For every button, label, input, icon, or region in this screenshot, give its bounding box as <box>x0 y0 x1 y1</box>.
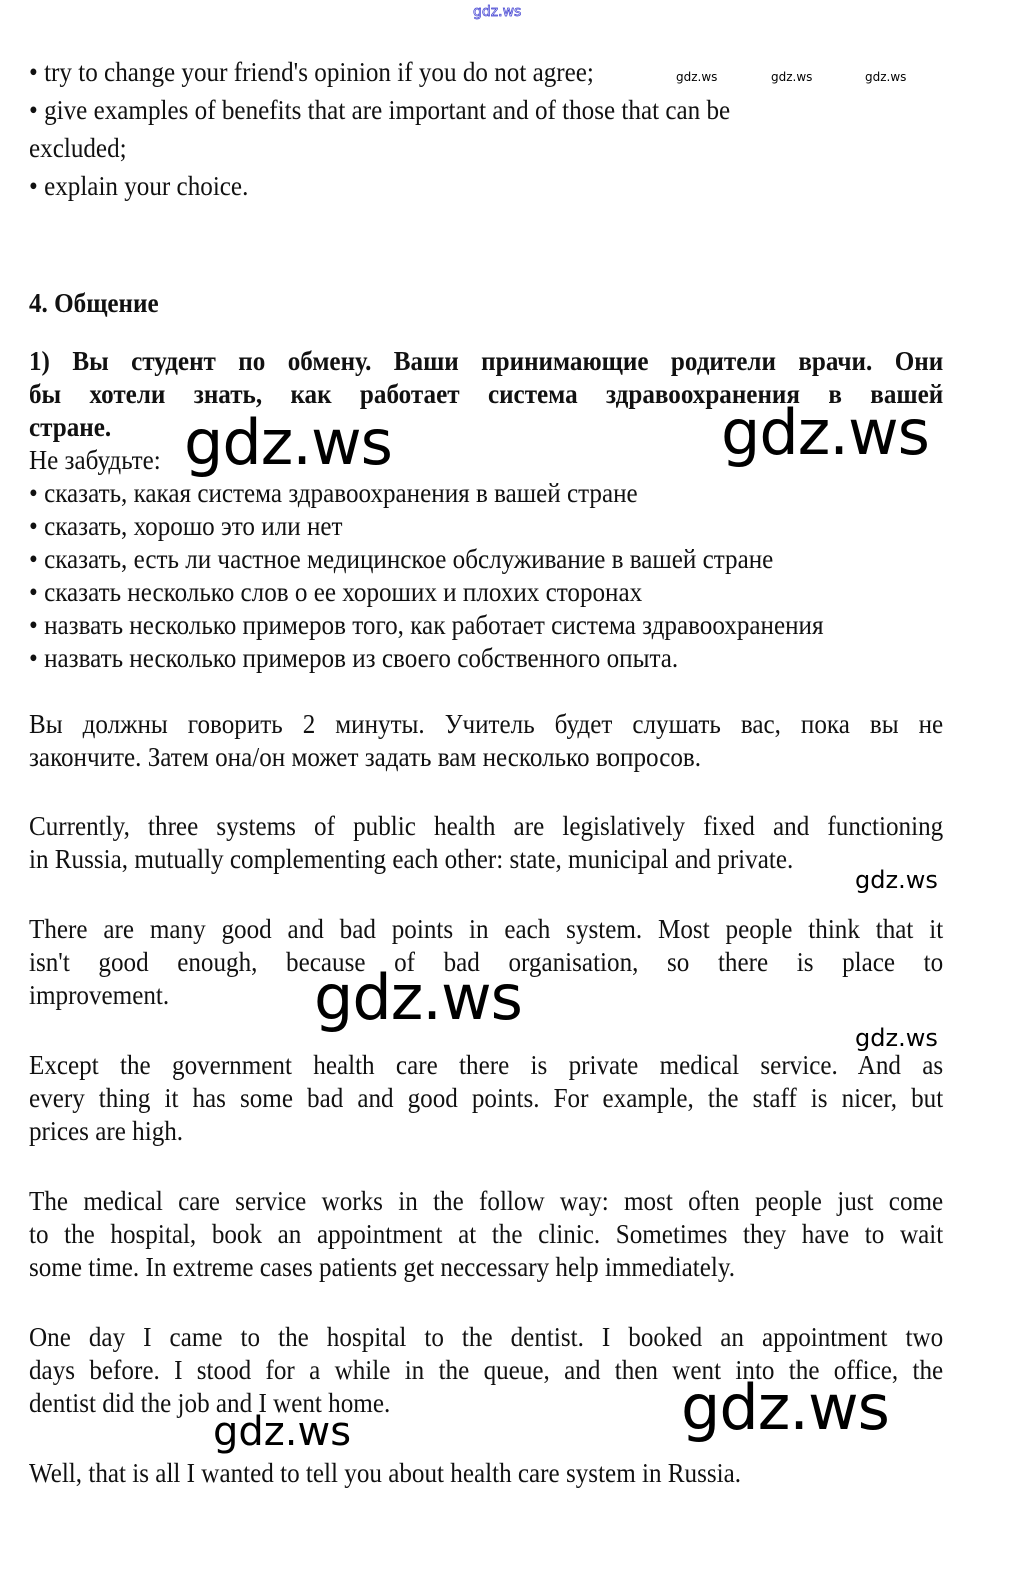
answer-line: isn't good enough, because of bad organisation, so there is place to <box>29 947 944 977</box>
reminder-item: • назвать несколько примеров из своего собственного опыта. <box>29 643 679 673</box>
header-watermark-link[interactable]: gdz.ws <box>473 4 522 20</box>
answer-line: One day I came to the hospital to the dentist. I booked an appointment two <box>29 1322 944 1352</box>
answer-line: improvement. <box>29 980 170 1010</box>
watermark: gdz.ws <box>855 866 938 894</box>
watermark: gdz.ws <box>184 406 392 479</box>
reminder-label: Не забудьте: <box>29 445 161 475</box>
answer-line: some time. In extreme cases patients get neccessary help immediately. <box>29 1252 736 1282</box>
instruction-line: закончите. Затем она/он может задать вам несколько вопросов. <box>29 742 702 772</box>
answer-line: in Russia, mutually complementing each other: state, municipal and private. <box>29 844 794 874</box>
bullet-line-cont: excluded; <box>29 133 127 163</box>
answer-line: dentist did the job and I went home. <box>29 1388 391 1418</box>
task-line: стране. <box>29 412 112 442</box>
reminder-item: • сказать, есть ли частное медицинское обслуживание в вашей стране <box>29 544 774 574</box>
reminder-item: • сказать несколько слов о ее хороших и плохих сторонах <box>29 577 643 607</box>
answer-line: Well, that is all I wanted to tell you about health care system in Russia. <box>29 1458 742 1488</box>
section-title: 4. Общение <box>29 288 159 318</box>
watermark: gdz.ws <box>771 70 813 84</box>
watermark: gdz.ws <box>681 1371 889 1444</box>
reminder-item: • назвать несколько примеров того, как работает система здравоохранения <box>29 610 824 640</box>
reminder-item: • сказать, какая система здравоохранения в вашей стране <box>29 478 638 508</box>
bullet-line: • explain your choice. <box>29 171 249 201</box>
instruction-line: Вы должны говорить 2 минуты. Учитель будет слушать вас, пока вы не <box>29 709 944 739</box>
watermark: gdz.ws <box>721 396 929 469</box>
answer-line: every thing it has some bad and good points. For example, the staff is nicer, but <box>29 1083 944 1113</box>
answer-line: There are many good and bad points in each system. Most people think that it <box>29 914 944 944</box>
answer-line: The medical care service works in the follow way: most often people just come <box>29 1186 944 1216</box>
answer-line: Except the government health care there is private medical service. And as <box>29 1050 944 1080</box>
reminder-item: • сказать, хорошо это или нет <box>29 511 343 541</box>
watermark: gdz.ws <box>865 70 907 84</box>
answer-line: Currently, three systems of public health are legislatively fixed and functioning <box>29 811 944 841</box>
task-line: бы хотели знать, как работает система здравоохранения в вашей <box>29 379 944 409</box>
watermark: gdz.ws <box>855 1024 938 1052</box>
task-line: 1) Вы студент по обмену. Ваши принимающие родители врачи. Они <box>29 346 944 376</box>
answer-line: days before. I stood for a while in the queue, and then went into the office, the <box>29 1355 944 1385</box>
bullet-line: • give examples of benefits that are important and of those that can be <box>29 95 731 125</box>
answer-line: prices are high. <box>29 1116 184 1146</box>
watermark: gdz.ws <box>314 961 522 1034</box>
watermark: gdz.ws <box>676 70 718 84</box>
answer-line: to the hospital, book an appointment at the clinic. Sometimes they have to wait <box>29 1219 944 1249</box>
bullet-line: • try to change your friend's opinion if you do not agree; <box>29 57 594 87</box>
watermark: gdz.ws <box>213 1409 352 1455</box>
